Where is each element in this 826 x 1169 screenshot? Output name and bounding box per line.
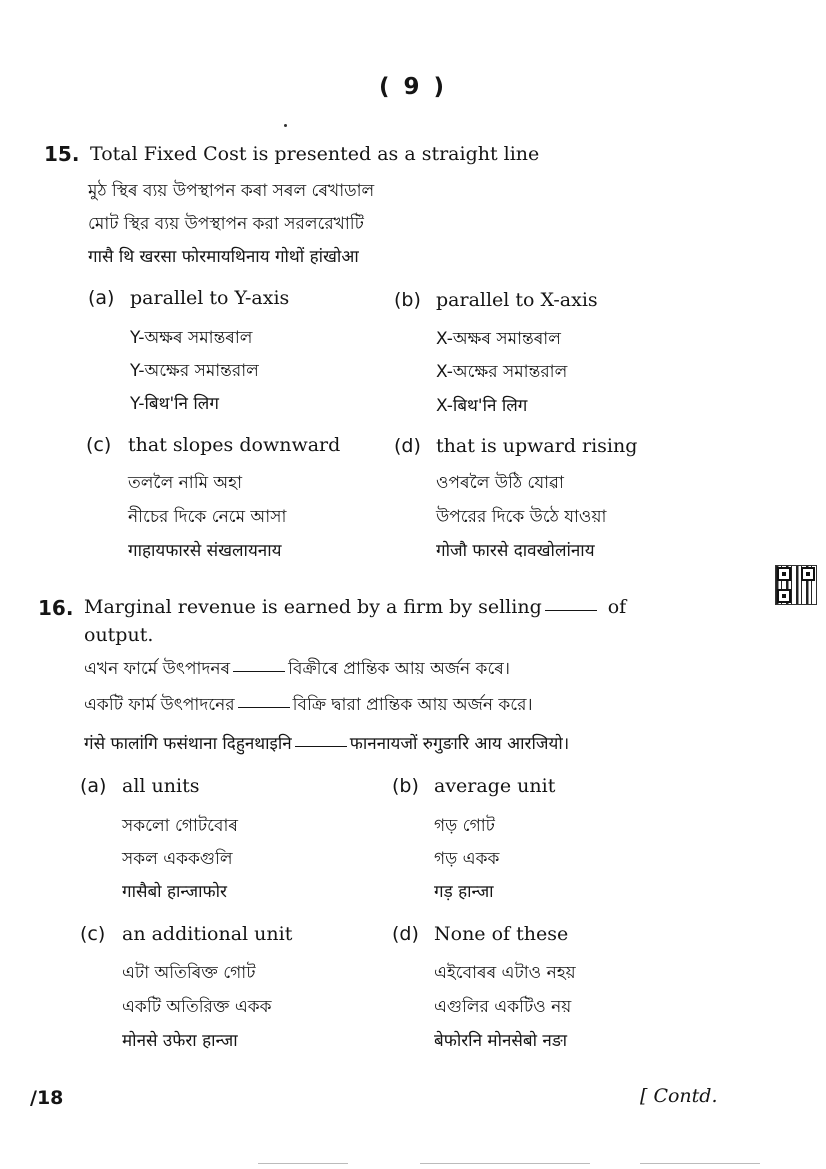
bottom-rule [640,1163,760,1164]
q15-option-c-bn: নীচের দিকে নেমে আসা [128,507,287,527]
q15-option-b-as: X-অক্ষৰ সমান্তৰাল [436,329,561,349]
q16-option-d-as: এইবোৰৰ এটাও নহয় [434,963,576,983]
page-number: ( 9 ) [378,74,448,100]
bottom-rule [258,1163,348,1164]
q16-option-c-en: an additional unit [122,923,293,945]
question-16-text-en-line2: output. [84,624,154,646]
footer-continued: [ Contd. [640,1085,718,1107]
q16-option-b-letter: (b) [392,775,419,797]
q16-option-c-letter: (c) [80,923,106,945]
q15-option-c-en: that slopes downward [128,434,341,456]
q15-option-d-bn: উপরের দিকে উঠে যাওয়া [436,507,607,527]
q15-option-a-letter: (a) [88,287,115,309]
question-15-text-bn: মোট স্থির ব্যয় উপস্থাপন করা সরলরেখাটি [88,214,364,234]
q16-option-b-bodo: गड़ हान्जा [434,882,494,902]
q15-option-b-bodo: X-बिथ'नि लिग [436,396,528,416]
q15-option-a-bodo: Y-बिथ'नि लिग [130,394,219,414]
question-15-text-en: Total Fixed Cost is presented as a straight line [90,143,540,165]
q15-option-d-letter: (d) [394,435,421,457]
q16-option-d-en: None of these [434,923,569,945]
answer-blank [295,745,347,747]
question-16-text-en: Marginal revenue is earned by a firm by selling of [84,596,627,618]
q16-option-d-letter: (d) [392,923,419,945]
qr-code [776,566,816,604]
q16-option-d-bn: এগুলির একটিও নয় [434,997,572,1017]
question-15-text-as: মুঠ স্থিৰ ব্যয় উপস্থাপন কৰা সৰল ৰেখাডাল [88,181,375,201]
q16-option-b-en: average unit [434,775,556,797]
question-16-text-as: এখন ফাৰ্মে উৎপাদনৰ বিক্ৰীৰে প্ৰান্তিক আয় অৰ্জন কৰে। [84,659,510,679]
q15-option-b-en: parallel to X-axis [436,289,598,311]
q15-option-d-bodo: गोजौ फारसे दावखोलांनाय [436,541,595,561]
q15-option-b-letter: (b) [394,289,421,311]
bottom-rule [420,1163,590,1164]
q16-option-b-bn: গড় একক [434,849,500,869]
q15-option-c-letter: (c) [86,434,112,456]
q15-option-b-bn: X-অক্ষের সমান্তরাল [436,362,568,382]
answer-blank [238,706,290,708]
q16-option-c-as: এটা অতিৰিক্ত গোট [122,963,256,983]
q15-option-a-as: Y-অক্ষৰ সমান্তৰাল [130,328,253,348]
footer-code: /18 [30,1087,64,1109]
q16-option-b-as: গড় গোট [434,816,495,836]
question-15-text-bodo: गासै थि खरसा फोरमायथिनाय गोथों हांखोआ [88,247,359,267]
q16-option-a-bodo: गासैबो हान्जाफोर [122,882,227,902]
q15-option-c-as: তললৈ নামি অহা [128,473,243,493]
q16-option-a-en: all units [122,775,200,797]
answer-blank [233,670,285,672]
q16-option-a-letter: (a) [80,775,107,797]
question-16-text-bodo: गंसे फालांगि फसंथाना दिहुनथाइनि फाननायजों रुगुङारि आय आरजियो। [84,734,570,754]
q15-option-c-bodo: गाहायफारसे संखलायनाय [128,541,282,561]
q16-option-c-bodo: मोनसे उफेरा हान्जा [122,1031,238,1051]
q15-option-a-en: parallel to Y-axis [130,287,290,309]
q15-option-d-as: ওপৰলৈ উঠি যোৱা [436,473,564,493]
q15-option-a-bn: Y-অক্ষের সমান্তরাল [130,361,259,381]
q16-option-d-bodo: बेफोरनि मोनसेबो नङा [434,1031,568,1051]
question-15-number: 15. [44,142,80,166]
q16-option-c-bn: একটি অতিরিক্ত একক [122,997,272,1017]
q16-option-a-bn: সকল এককগুলি [122,849,233,869]
stray-mark [284,124,287,127]
question-16-number: 16. [38,596,74,620]
q16-option-a-as: সকলো গোটবোৰ [122,816,238,836]
q15-option-d-en: that is upward rising [436,435,638,457]
answer-blank [545,609,597,611]
question-16-text-bn: একটি ফার্ম উৎপাদনের বিক্রি দ্বারা প্রান্তিক আয় অর্জন করে। [84,695,533,715]
